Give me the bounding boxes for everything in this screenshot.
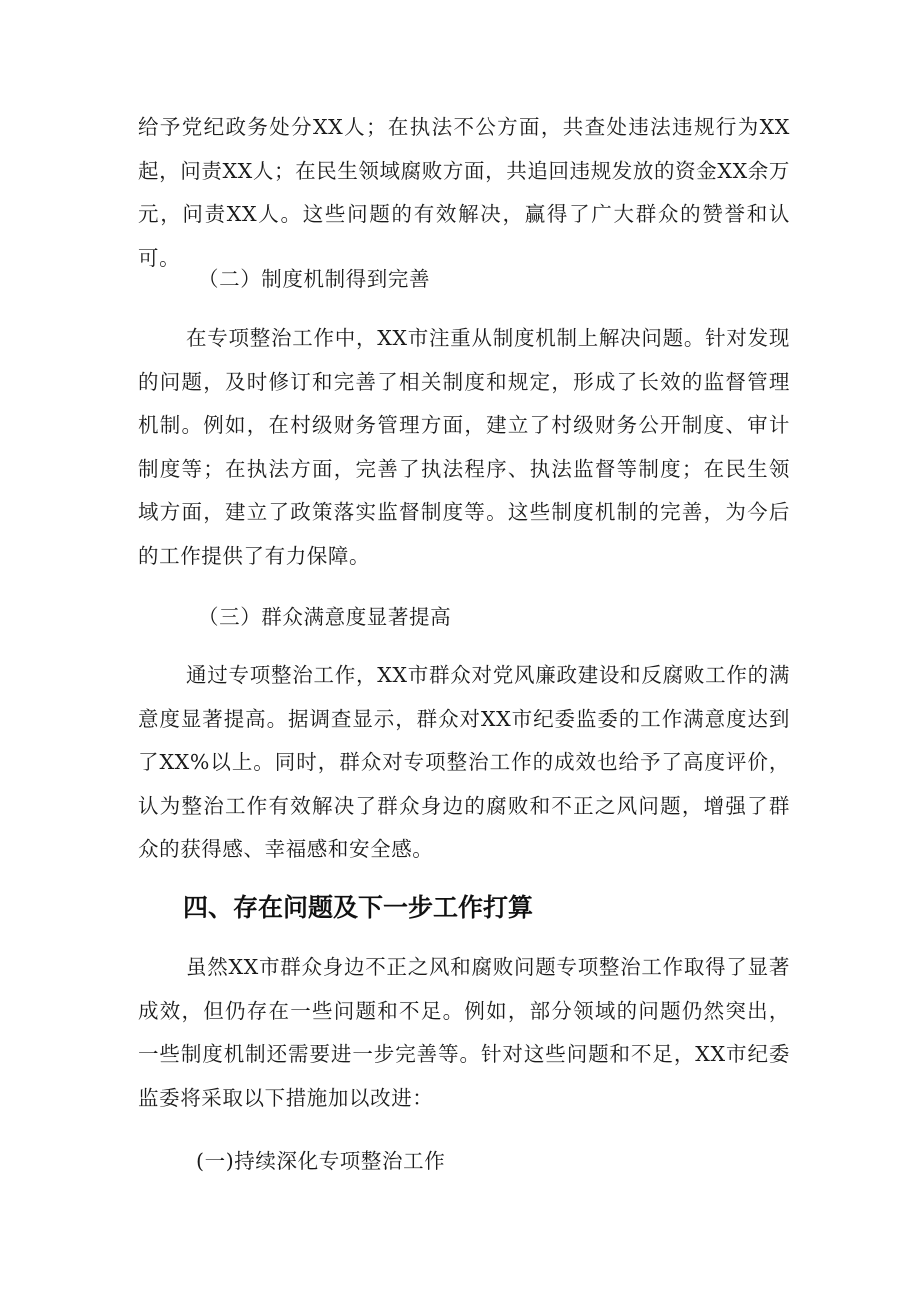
section-heading-problems-next-steps: 四、存在问题及下一步工作打算 — [183, 893, 534, 922]
paragraph-results-summary: 给予党纪政务处分XX人；在执法不公方面，共查处违法违规行为XX起，问责XX人；在民生领域腐败方面，共追回违规发放的资金XX余万元，问责XX人。这些问题的有效解决，赢得了广大群众的赞誉和认可。 — [138, 115, 790, 270]
paragraph-public-satisfaction: 通过专项整治工作，XX市群众对党风廉政建设和反腐败工作的满意度显著提高。据调查显示，群众对XX市纪委监委的工作满意度达到了XX%以上。同时，群众对专项整治工作的成效也给予了高度评价，认为整治工作有效解决了群众身边的腐败和不正之风问题，增强了群众的获得感、幸福感和安全感。 — [138, 663, 790, 861]
subheading-deepen-rectification: (一)持续深化专项整治工作 — [196, 1149, 446, 1173]
paragraph-problems-shortcomings: 虽然XX市群众身边不正之风和腐败问题专项整治工作取得了显著成效，但仍存在一些问题和不足。例如，部分领域的问题仍然突出，一些制度机制还需要进一步完善等。针对这些问题和不足，XX市纪委监委将采取以下措施加以改进： — [138, 955, 790, 1110]
subheading-public-satisfaction: （三）群众满意度显著提高 — [198, 605, 452, 629]
paragraph-institutional-mechanisms: 在专项整治工作中，XX市注重从制度机制上解决问题。针对发现的问题，及时修订和完善了相关制度和规定，形成了长效的监督管理机制。例如，在村级财务管理方面，建立了村级财务公开制度、审计制度等；在执法方面，完善了执法程序、执法监督等制度；在民生领域方面，建立了政策落实监督制度等。这些制度机制的完善，为今后的工作提供了有力保障。 — [138, 326, 790, 568]
subheading-institutional-mechanisms: （二）制度机制得到完善 — [198, 267, 431, 291]
